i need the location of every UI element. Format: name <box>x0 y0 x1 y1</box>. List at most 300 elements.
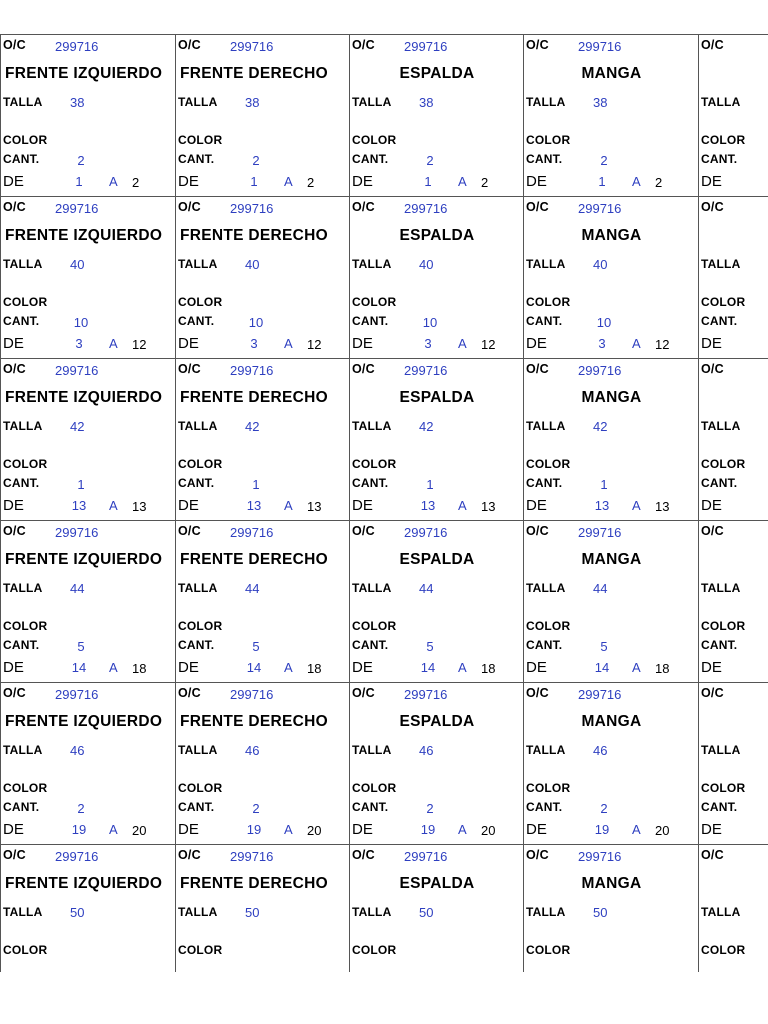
oc-label: O/C <box>352 362 375 376</box>
from-value: 14 <box>246 660 262 675</box>
order-number: 299716 <box>578 687 622 702</box>
talla-label: TALLA <box>3 95 43 109</box>
talla-label: TALLA <box>526 743 566 757</box>
to-value: 13 <box>132 499 147 514</box>
de-label: DE <box>178 335 199 352</box>
a-label: A <box>109 660 118 675</box>
from-value: 13 <box>71 498 87 513</box>
color-label: COLOR <box>701 619 746 633</box>
order-number: 299716 <box>55 39 99 54</box>
a-label: A <box>109 822 118 837</box>
label-card <box>523 682 699 844</box>
to-value: 13 <box>307 499 322 514</box>
label-card <box>523 34 699 196</box>
label-card <box>175 844 350 972</box>
talla-value: 44 <box>593 581 608 596</box>
oc-label: O/C <box>3 848 26 862</box>
talla-label: TALLA <box>352 905 392 919</box>
piece-title: MANGA <box>581 713 642 730</box>
oc-label: O/C <box>3 686 26 700</box>
cant-label: CANT. <box>526 476 563 490</box>
talla-value: 38 <box>593 95 608 110</box>
label-card <box>698 196 768 358</box>
oc-label: O/C <box>178 848 201 862</box>
de-label: DE <box>352 173 373 190</box>
from-value: 19 <box>71 822 87 837</box>
de-label: DE <box>526 497 547 514</box>
a-label: A <box>632 498 641 513</box>
to-value: 13 <box>655 499 670 514</box>
cant-label: CANT. <box>352 476 389 490</box>
piece-title: FRENTE IZQUIERDO <box>5 227 163 244</box>
de-label: DE <box>526 659 547 676</box>
talla-label: TALLA <box>352 581 392 595</box>
cant-label: CANT. <box>3 314 40 328</box>
cant-value: 5 <box>77 639 85 654</box>
cant-label: CANT. <box>526 314 563 328</box>
label-card <box>0 34 176 196</box>
label-row <box>0 196 768 358</box>
label-card <box>0 520 176 682</box>
talla-value: 40 <box>245 257 260 272</box>
de-label: DE <box>178 497 199 514</box>
de-label: DE <box>701 821 722 838</box>
color-label: COLOR <box>352 457 397 471</box>
order-number: 299716 <box>404 363 448 378</box>
cant-label: CANT. <box>3 638 40 652</box>
oc-label: O/C <box>178 38 201 52</box>
from-value: 1 <box>424 174 432 189</box>
cant-value: 2 <box>426 801 434 816</box>
piece-title: ESPALDA <box>399 551 475 568</box>
talla-label: TALLA <box>701 257 741 271</box>
talla-value: 44 <box>245 581 260 596</box>
color-label: COLOR <box>526 943 571 957</box>
to-value: 20 <box>655 823 670 838</box>
piece-title: MANGA <box>581 227 642 244</box>
talla-value: 42 <box>245 419 260 434</box>
de-label: DE <box>352 335 373 352</box>
from-value: 1 <box>598 174 606 189</box>
order-number: 299716 <box>55 687 99 702</box>
a-label: A <box>458 174 467 189</box>
talla-label: TALLA <box>352 419 392 433</box>
color-label: COLOR <box>701 457 746 471</box>
label-row <box>0 520 768 682</box>
talla-value: 38 <box>70 95 85 110</box>
color-label: COLOR <box>178 133 223 147</box>
talla-label: TALLA <box>701 419 741 433</box>
color-label: COLOR <box>526 295 571 309</box>
de-label: DE <box>526 821 547 838</box>
label-card <box>349 196 524 358</box>
to-value: 12 <box>307 337 322 352</box>
color-label: COLOR <box>352 943 397 957</box>
order-number: 299716 <box>404 687 448 702</box>
oc-label: O/C <box>352 686 375 700</box>
talla-label: TALLA <box>526 95 566 109</box>
cant-value: 2 <box>426 153 434 168</box>
color-label: COLOR <box>3 295 48 309</box>
cant-value: 1 <box>252 477 260 492</box>
label-card <box>175 682 350 844</box>
color-label: COLOR <box>178 781 223 795</box>
label-card <box>0 844 176 972</box>
color-label: COLOR <box>526 619 571 633</box>
talla-label: TALLA <box>3 257 43 271</box>
talla-label: TALLA <box>701 581 741 595</box>
oc-label: O/C <box>526 38 549 52</box>
cant-label: CANT. <box>526 800 563 814</box>
talla-label: TALLA <box>178 581 218 595</box>
talla-value: 50 <box>245 905 260 920</box>
cant-value: 2 <box>252 801 260 816</box>
label-card <box>523 196 699 358</box>
oc-label: O/C <box>3 200 26 214</box>
label-card <box>698 358 768 520</box>
label-card <box>698 34 768 196</box>
to-value: 18 <box>655 661 670 676</box>
oc-label: O/C <box>3 38 26 52</box>
from-value: 19 <box>420 822 436 837</box>
cant-label: CANT. <box>701 476 738 490</box>
from-value: 1 <box>250 174 258 189</box>
a-label: A <box>109 498 118 513</box>
order-number: 299716 <box>404 201 448 216</box>
talla-value: 38 <box>245 95 260 110</box>
oc-label: O/C <box>701 200 724 214</box>
a-label: A <box>632 660 641 675</box>
piece-title: MANGA <box>581 551 642 568</box>
cant-label: CANT. <box>178 152 215 166</box>
de-label: DE <box>701 335 722 352</box>
oc-label: O/C <box>526 524 549 538</box>
oc-label: O/C <box>3 362 26 376</box>
color-label: COLOR <box>3 943 48 957</box>
order-number: 299716 <box>578 363 622 378</box>
cant-value: 10 <box>422 315 438 330</box>
label-card <box>0 358 176 520</box>
order-number: 299716 <box>578 201 622 216</box>
to-value: 12 <box>655 337 670 352</box>
talla-value: 50 <box>70 905 85 920</box>
color-label: COLOR <box>3 781 48 795</box>
to-value: 12 <box>481 337 496 352</box>
label-card <box>349 520 524 682</box>
color-label: COLOR <box>352 295 397 309</box>
cant-label: CANT. <box>178 476 215 490</box>
from-value: 13 <box>594 498 610 513</box>
a-label: A <box>632 336 641 351</box>
oc-label: O/C <box>3 524 26 538</box>
color-label: COLOR <box>701 133 746 147</box>
de-label: DE <box>3 821 24 838</box>
talla-value: 42 <box>593 419 608 434</box>
order-number: 299716 <box>55 363 99 378</box>
color-label: COLOR <box>178 457 223 471</box>
talla-label: TALLA <box>701 95 741 109</box>
label-sheet <box>0 34 768 972</box>
label-card <box>175 358 350 520</box>
de-label: DE <box>701 173 722 190</box>
order-number: 299716 <box>230 687 274 702</box>
oc-label: O/C <box>526 848 549 862</box>
talla-label: TALLA <box>3 905 43 919</box>
oc-label: O/C <box>526 200 549 214</box>
cant-label: CANT. <box>3 152 40 166</box>
color-label: COLOR <box>701 943 746 957</box>
color-label: COLOR <box>3 457 48 471</box>
label-card <box>698 520 768 682</box>
to-value: 2 <box>655 175 663 190</box>
order-number: 299716 <box>404 39 448 54</box>
oc-label: O/C <box>526 686 549 700</box>
de-label: DE <box>352 659 373 676</box>
a-label: A <box>109 174 118 189</box>
to-value: 18 <box>132 661 147 676</box>
label-row <box>0 844 768 972</box>
de-label: DE <box>178 173 199 190</box>
de-label: DE <box>352 821 373 838</box>
de-label: DE <box>701 659 722 676</box>
color-label: COLOR <box>526 781 571 795</box>
label-card <box>349 844 524 972</box>
a-label: A <box>284 660 293 675</box>
order-number: 299716 <box>230 849 274 864</box>
talla-label: TALLA <box>352 257 392 271</box>
talla-label: TALLA <box>178 95 218 109</box>
color-label: COLOR <box>352 781 397 795</box>
cant-value: 10 <box>596 315 612 330</box>
color-label: COLOR <box>3 133 48 147</box>
cant-value: 5 <box>252 639 260 654</box>
piece-title: FRENTE DERECHO <box>180 389 329 406</box>
cant-value: 10 <box>248 315 264 330</box>
a-label: A <box>109 336 118 351</box>
cant-value: 1 <box>426 477 434 492</box>
order-number: 299716 <box>55 525 99 540</box>
from-value: 14 <box>420 660 436 675</box>
from-value: 3 <box>424 336 432 351</box>
a-label: A <box>458 660 467 675</box>
piece-title: ESPALDA <box>399 227 475 244</box>
color-label: COLOR <box>701 295 746 309</box>
a-label: A <box>632 822 641 837</box>
a-label: A <box>458 822 467 837</box>
cant-value: 2 <box>252 153 260 168</box>
label-card <box>0 196 176 358</box>
label-row <box>0 682 768 844</box>
talla-label: TALLA <box>526 581 566 595</box>
piece-title: MANGA <box>581 65 642 82</box>
piece-title: ESPALDA <box>399 713 475 730</box>
oc-label: O/C <box>352 524 375 538</box>
piece-title: FRENTE DERECHO <box>180 65 329 82</box>
cant-value: 1 <box>600 477 608 492</box>
color-label: COLOR <box>178 295 223 309</box>
cant-label: CANT. <box>352 152 389 166</box>
talla-label: TALLA <box>701 905 741 919</box>
cant-label: CANT. <box>3 800 40 814</box>
cant-value: 10 <box>73 315 89 330</box>
from-value: 3 <box>250 336 258 351</box>
talla-label: TALLA <box>352 95 392 109</box>
de-label: DE <box>3 335 24 352</box>
cant-label: CANT. <box>701 152 738 166</box>
from-value: 1 <box>75 174 83 189</box>
oc-label: O/C <box>178 362 201 376</box>
piece-title: FRENTE DERECHO <box>180 713 329 730</box>
from-value: 13 <box>420 498 436 513</box>
talla-label: TALLA <box>178 257 218 271</box>
talla-value: 46 <box>419 743 434 758</box>
label-card <box>523 520 699 682</box>
talla-label: TALLA <box>3 743 43 757</box>
piece-title: FRENTE DERECHO <box>180 551 329 568</box>
from-value: 3 <box>598 336 606 351</box>
cant-label: CANT. <box>701 800 738 814</box>
talla-label: TALLA <box>701 743 741 757</box>
color-label: COLOR <box>701 781 746 795</box>
color-label: COLOR <box>3 619 48 633</box>
order-number: 299716 <box>55 849 99 864</box>
label-card <box>349 358 524 520</box>
piece-title: FRENTE IZQUIERDO <box>5 713 163 730</box>
color-label: COLOR <box>352 619 397 633</box>
order-number: 299716 <box>230 201 274 216</box>
talla-label: TALLA <box>178 905 218 919</box>
de-label: DE <box>526 335 547 352</box>
talla-label: TALLA <box>3 419 43 433</box>
talla-label: TALLA <box>178 743 218 757</box>
a-label: A <box>284 498 293 513</box>
label-row <box>0 34 768 196</box>
to-value: 2 <box>307 175 315 190</box>
label-card <box>523 358 699 520</box>
oc-label: O/C <box>178 686 201 700</box>
order-number: 299716 <box>55 201 99 216</box>
label-row <box>0 358 768 520</box>
talla-value: 50 <box>419 905 434 920</box>
talla-label: TALLA <box>526 257 566 271</box>
piece-title: FRENTE DERECHO <box>180 875 329 892</box>
order-number: 299716 <box>404 849 448 864</box>
cant-label: CANT. <box>3 476 40 490</box>
de-label: DE <box>3 659 24 676</box>
piece-title: FRENTE IZQUIERDO <box>5 875 163 892</box>
de-label: DE <box>701 497 722 514</box>
to-value: 2 <box>132 175 140 190</box>
cant-label: CANT. <box>178 314 215 328</box>
from-value: 13 <box>246 498 262 513</box>
color-label: COLOR <box>526 457 571 471</box>
de-label: DE <box>352 497 373 514</box>
oc-label: O/C <box>701 38 724 52</box>
a-label: A <box>632 174 641 189</box>
talla-value: 44 <box>419 581 434 596</box>
to-value: 18 <box>481 661 496 676</box>
talla-value: 38 <box>419 95 434 110</box>
cant-label: CANT. <box>352 800 389 814</box>
talla-value: 42 <box>70 419 85 434</box>
color-label: COLOR <box>526 133 571 147</box>
order-number: 299716 <box>578 849 622 864</box>
talla-label: TALLA <box>526 905 566 919</box>
cant-label: CANT. <box>178 800 215 814</box>
piece-title: FRENTE IZQUIERDO <box>5 65 163 82</box>
from-value: 14 <box>594 660 610 675</box>
a-label: A <box>458 498 467 513</box>
order-number: 299716 <box>230 39 274 54</box>
from-value: 3 <box>75 336 83 351</box>
label-card <box>175 196 350 358</box>
cant-label: CANT. <box>701 638 738 652</box>
oc-label: O/C <box>526 362 549 376</box>
oc-label: O/C <box>701 848 724 862</box>
cant-value: 1 <box>77 477 85 492</box>
piece-title: ESPALDA <box>399 65 475 82</box>
to-value: 20 <box>481 823 496 838</box>
cant-value: 2 <box>600 801 608 816</box>
a-label: A <box>284 336 293 351</box>
to-value: 2 <box>481 175 489 190</box>
label-card <box>175 520 350 682</box>
de-label: DE <box>3 173 24 190</box>
talla-value: 50 <box>593 905 608 920</box>
cant-value: 5 <box>426 639 434 654</box>
oc-label: O/C <box>701 362 724 376</box>
piece-title: ESPALDA <box>399 389 475 406</box>
label-card <box>349 682 524 844</box>
talla-value: 44 <box>70 581 85 596</box>
de-label: DE <box>178 821 199 838</box>
oc-label: O/C <box>701 686 724 700</box>
from-value: 19 <box>594 822 610 837</box>
cant-value: 2 <box>77 153 85 168</box>
to-value: 20 <box>132 823 147 838</box>
oc-label: O/C <box>352 848 375 862</box>
talla-label: TALLA <box>526 419 566 433</box>
oc-label: O/C <box>352 200 375 214</box>
order-number: 299716 <box>578 39 622 54</box>
label-card <box>698 844 768 972</box>
to-value: 13 <box>481 499 496 514</box>
piece-title: MANGA <box>581 389 642 406</box>
de-label: DE <box>3 497 24 514</box>
talla-value: 40 <box>593 257 608 272</box>
order-number: 299716 <box>404 525 448 540</box>
cant-label: CANT. <box>352 314 389 328</box>
a-label: A <box>458 336 467 351</box>
order-number: 299716 <box>230 363 274 378</box>
order-number: 299716 <box>578 525 622 540</box>
cant-value: 2 <box>600 153 608 168</box>
talla-value: 42 <box>419 419 434 434</box>
cant-label: CANT. <box>352 638 389 652</box>
cant-label: CANT. <box>526 638 563 652</box>
talla-label: TALLA <box>352 743 392 757</box>
to-value: 20 <box>307 823 322 838</box>
label-card <box>349 34 524 196</box>
talla-value: 46 <box>245 743 260 758</box>
piece-title: FRENTE DERECHO <box>180 227 329 244</box>
label-card <box>523 844 699 972</box>
oc-label: O/C <box>178 524 201 538</box>
cant-label: CANT. <box>526 152 563 166</box>
label-card <box>698 682 768 844</box>
to-value: 12 <box>132 337 147 352</box>
de-label: DE <box>178 659 199 676</box>
